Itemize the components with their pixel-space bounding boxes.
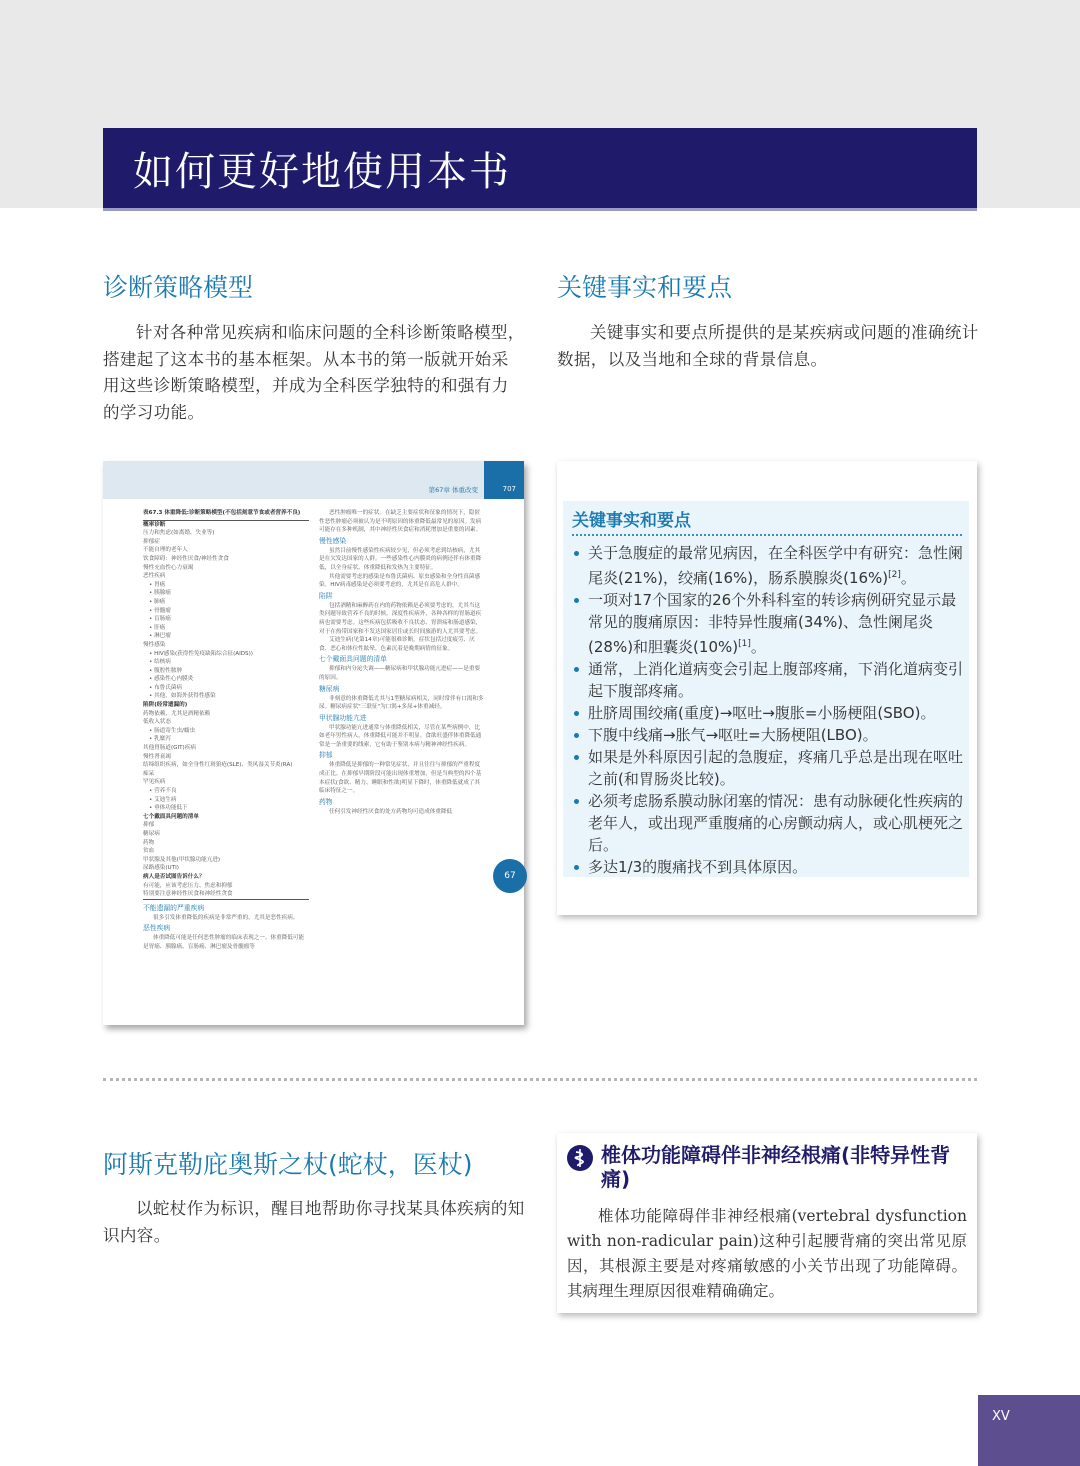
sample-table-line: 低收入状态: [143, 719, 171, 726]
citation-ref: [2]: [888, 570, 901, 580]
sample-table-line: 七个戴面具问题的清单: [143, 813, 199, 820]
sample-table-line: • 淋巴瘤: [149, 633, 171, 640]
key-fact-text: 关于急腹症的最常见病因，在全科医学中有研究：急性阑尾炎(21%)，绞痛(16%)，肠系膜腺炎(16%): [588, 544, 964, 587]
sample-table-line: 痴呆: [143, 770, 155, 777]
chapter-badge: 67: [493, 859, 527, 893]
sample-table-line: • 感染性心内膜炎: [149, 676, 194, 683]
key-fact-item: [572, 790, 964, 856]
sample-table-line: 抑郁症: [143, 538, 160, 545]
sample-page-chapter: 第67章 体重改变: [428, 486, 478, 494]
sample-right-line: 体重降低是抑郁的一种常见症状，并且往往与抑郁的严重程度成正比。在抑郁早期阶段可能出现体重增加，但是当典型的四个基本症状(食欲、精力、睡眠和性欲)明显下降时，体重降低就成了其临床特征之一。: [319, 762, 482, 795]
key-fact-text: 必须考虑肠系膜动脉闭塞的情况：患有动脉硬化性疾病的老年人，或出现严重腹痛的心房颤动病人，或心肌梗死之后。: [588, 792, 964, 854]
sample-table-line: • 肝癌: [149, 624, 166, 631]
sample-page-number: 707: [502, 485, 516, 493]
asclepius-heading: 阿斯克勒庇奥斯之杖(蛇杖，医杖): [103, 1150, 473, 1179]
key-fact-item: [572, 746, 964, 790]
sample-table-line: 饮食障碍：神经性厌食/神经性贪食: [143, 555, 229, 562]
sample-page-image: [103, 461, 524, 1025]
sample-table-line: • 肠道寄生虫/蠕虫: [149, 727, 196, 734]
sample-table-line: • HIV感染(获得性免疫缺陷综合征(AIDS)): [149, 650, 253, 657]
sample-table-line: 罕见疾病: [143, 779, 166, 786]
sample-table-line: 慢性感染: [143, 641, 166, 648]
sample-left-line: 体重降低可能是任何恶性肿瘤的临床表现之一。体重降低可能是胃癌、胰腺癌、盲肠癌、淋巴瘤及骨髓瘤等: [143, 935, 305, 950]
sample-left-line: 很多引发体重降低的疾病是非常严重的，尤其是恶性疾病。: [153, 914, 299, 921]
key-fact-tail: 。: [750, 638, 766, 656]
sample-table-line: • 布鲁氏菌病: [149, 684, 183, 691]
sample-table-line: 药物: [143, 839, 155, 846]
sample-table-line: • 结核病: [149, 659, 171, 666]
sample-table-line: • 腹腔性脓肿: [149, 667, 183, 674]
key-fact-item: [572, 589, 964, 658]
sample-table: [143, 520, 309, 900]
title-bar: [103, 128, 977, 208]
key-fact-text: 多达1/3的腹痛找不到具体原因。: [588, 858, 808, 876]
key-facts-list: [572, 542, 964, 878]
sample-table-line: • 艾迪生病: [149, 796, 177, 803]
key-fact-text: 如果是外科原因引起的急腹症，疼痛几乎总是出现在呕吐之前(和胃肠炎比较)。: [588, 748, 964, 788]
sample-table-line: • 胰腺癌: [149, 590, 171, 597]
sample-right-line: 陷阱: [319, 591, 333, 600]
sample-table-line: 尿路感染(UTI): [143, 865, 179, 872]
sample-table-line: • 营养不良: [149, 788, 177, 794]
sample-table-line: 贫血: [143, 848, 155, 855]
sample-right-line: 艾迪生病(见第14章)可能很难诊断。症状包括过度疲劳、厌食、恶心和体位性眩晕，色素沉着是晚期病情的征象。: [319, 637, 475, 652]
sample-right-line: 虽然目前慢性感染性疾病较少见，但必须考虑到结核病，尤其是在欠发达国家的人群。一些感染性心内膜炎的病例还伴有体重降低，以全身症状、体重降低和发热为主要特征。: [319, 547, 482, 571]
sample-right-line: 非刻意的体重降低尤其与1型糖尿病相关，同时常伴有口渴和多尿。糖尿病症状"三联征"为口渴+多尿+体重减轻。: [319, 695, 484, 711]
sample-page-tab: [484, 461, 524, 499]
sample-page-column-right: [319, 509, 485, 816]
vertebral-text: 椎体功能障碍伴非神经根痛(vertebral dysfunction with non-radicular pain)这种引起腰背痛的突出常见原因，其根源主要是对疼痛敏感的小关节出现了功能障碍。其病理生理原因很难精确确定。: [567, 1207, 967, 1300]
sample-table-line: • 乳糜泻: [149, 736, 171, 743]
sample-table-line: 恶性疾病: [143, 573, 166, 580]
sample-table-line: 甲状腺及其他(甲状腺功能亢进): [143, 856, 221, 863]
sample-right-line: 恶性肿瘤唯一的症状。在缺乏主要症状和征象的情况下，隐匿性恶性肿瘤必须被认为是不明原因的体重降低最常见的原因。发病可能存在多种机制，其中神经性厌食症和消耗增加是重要的因素。: [319, 510, 482, 534]
staff-of-asclepius-icon: [567, 1145, 593, 1171]
diagnostic-model-heading: 诊断策略模型: [103, 273, 254, 302]
key-facts-text: 关键事实和要点所提供的是某疾病或问题的准确统计数据，以及当地和全球的背景信息。: [557, 323, 979, 369]
key-facts-heading: 关键事实和要点: [557, 273, 733, 302]
key-fact-item: [572, 856, 964, 878]
sample-right-line: 慢性感染: [319, 536, 347, 545]
key-fact-tail: 。: [900, 569, 916, 587]
sample-page-column-left: [143, 509, 309, 952]
sample-left-line: 恶性疾病: [143, 924, 171, 933]
sample-right-line: 任何引发神经性厌食的处方药物均可造成体重降低: [329, 808, 453, 815]
sample-right-line: 七个戴面具问题的清单: [319, 655, 387, 664]
sample-table-line: • 其他，如海外获得性感染: [149, 693, 216, 700]
sample-table-line: • 胃癌: [149, 581, 166, 588]
sample-right-line: 包括酒精和麻醉药在内的药物依赖是必须要考虑的，尤其当这类问题导致营养不良的时候。深度性疾病外，各种各样的胃肠道疾病也需要考虑。这些疾病包括吸收不良状态、胃溃疡和肠道感染，对于在热带国家和不发达国家居住或长时间旅游的人尤其要考虑。: [319, 602, 482, 635]
sample-table-line: 药物依赖，尤其是酒精依赖: [143, 710, 211, 717]
citation-ref: [1]: [738, 639, 751, 649]
sample-table-line: • 盲肠癌: [149, 616, 171, 623]
sample-table-line: 其他胃肠道(GIT)疾病: [143, 745, 196, 752]
sample-table-title: 表67.3 体重降低:诊断策略模型(不包括刻意节食或者营养不良): [143, 510, 301, 516]
diagnostic-model-text: 针对各种常见疾病和临床问题的全科诊断策略模型，搭建起了这本书的基本框架。从本书的第一版就开始采用这些诊断策略模型，并成为全科医学独特的和强有力的学习功能。: [103, 323, 525, 422]
sample-right-line: 甲状腺功能亢进通常与体重降低相关，尽管在某些病例中，比如老年男性病人，体重降低可能并不明显。食欲旺盛伴体重降低通常是一条重要的线索，它有助于鉴别本病与精神神经性疾病。: [319, 724, 482, 748]
sample-table-line: 陷阱(经常遗漏的): [143, 702, 188, 709]
key-fact-text: 下腹中线痛→胀气→呕吐=大肠梗阻(LBO)。: [588, 726, 878, 744]
sample-page-header: [103, 461, 524, 499]
section-separator: [103, 1078, 977, 1081]
dotted-divider: [572, 534, 962, 536]
key-fact-text: 一项对17个国家的26个外科科室的转诊病例研究显示最常见的腹痛原因：非特异性腹痛(34%)、急性阑尾炎(28%)和胆囊炎(10%): [588, 591, 957, 656]
sample-table-line: 结缔组织疾病，如全身性红斑狼疮(SLE)、类风湿关节炎(RA): [143, 762, 293, 769]
key-fact-item: [572, 702, 964, 724]
sample-right-line: 糖尿病: [319, 684, 340, 693]
key-fact-item: [572, 542, 964, 589]
sample-table-line: • 骨髓瘤: [149, 607, 171, 614]
key-facts-box-title: 关键事实和要点: [572, 511, 691, 531]
sample-table-line: 有可能，应该考虑压力、焦虑和抑郁: [143, 882, 233, 889]
sample-left-line: 不能遗漏的严重疾病: [143, 903, 205, 912]
sample-left-text: [143, 902, 309, 952]
sample-table-line: 概率诊断: [143, 521, 166, 528]
page-title: 如何更好地使用本书: [133, 149, 511, 195]
sample-table-line: 抑郁: [143, 822, 155, 829]
sample-table-line: 特别要注意神经性厌食和神经性贪食: [143, 891, 233, 898]
sample-table-line: 病人是否试图告诉什么？: [143, 873, 205, 880]
sample-table-line: 慢性肾衰竭: [143, 753, 171, 760]
vertebral-title: 椎体功能障碍伴非神经根痛(非特异性背痛): [601, 1143, 951, 1191]
sample-table-line: 压力和焦虑(如离婚、失业等): [143, 530, 215, 537]
sample-right-line: 甲状腺功能亢进: [319, 713, 367, 722]
sample-right-line: 抑郁: [319, 751, 333, 760]
sample-right-line: 抑郁和内分泌失调——糖尿病和甲状腺功能亢进症——是重要的原因。: [319, 666, 481, 681]
key-fact-text: 肚脐周围绞痛(重度)→呕吐→腹胀=小肠梗阻(SBO)。: [588, 704, 936, 722]
sample-table-line: 不能自理的老年人: [143, 547, 188, 554]
key-fact-item: [572, 724, 964, 746]
page-number: XV: [992, 1409, 1010, 1424]
key-fact-text: 通常，上消化道病变会引起上腹部疼痛，下消化道病变引起下腹部疼痛。: [588, 660, 964, 700]
sample-right-line: 其他需要考虑的感染是布鲁氏菌病、原虫感染和全身性真菌感染。HIV病毒感染是必须要考虑的，尤其是在高危人群中。: [319, 573, 481, 589]
sample-table-line: 慢性充血性心力衰竭: [143, 564, 194, 571]
sample-table-line: 糖尿病: [143, 830, 160, 837]
asclepius-text: 以蛇杖作为标识，醒目地帮助你寻找某具体疾病的知识内容。: [103, 1199, 525, 1245]
key-fact-item: [572, 658, 964, 702]
page-number-tab: [978, 1395, 1080, 1466]
sample-right-line: 药物: [319, 797, 333, 806]
sample-table-line: • 肺癌: [149, 598, 166, 605]
sample-table-line: • 垂体功能低下: [149, 805, 188, 812]
